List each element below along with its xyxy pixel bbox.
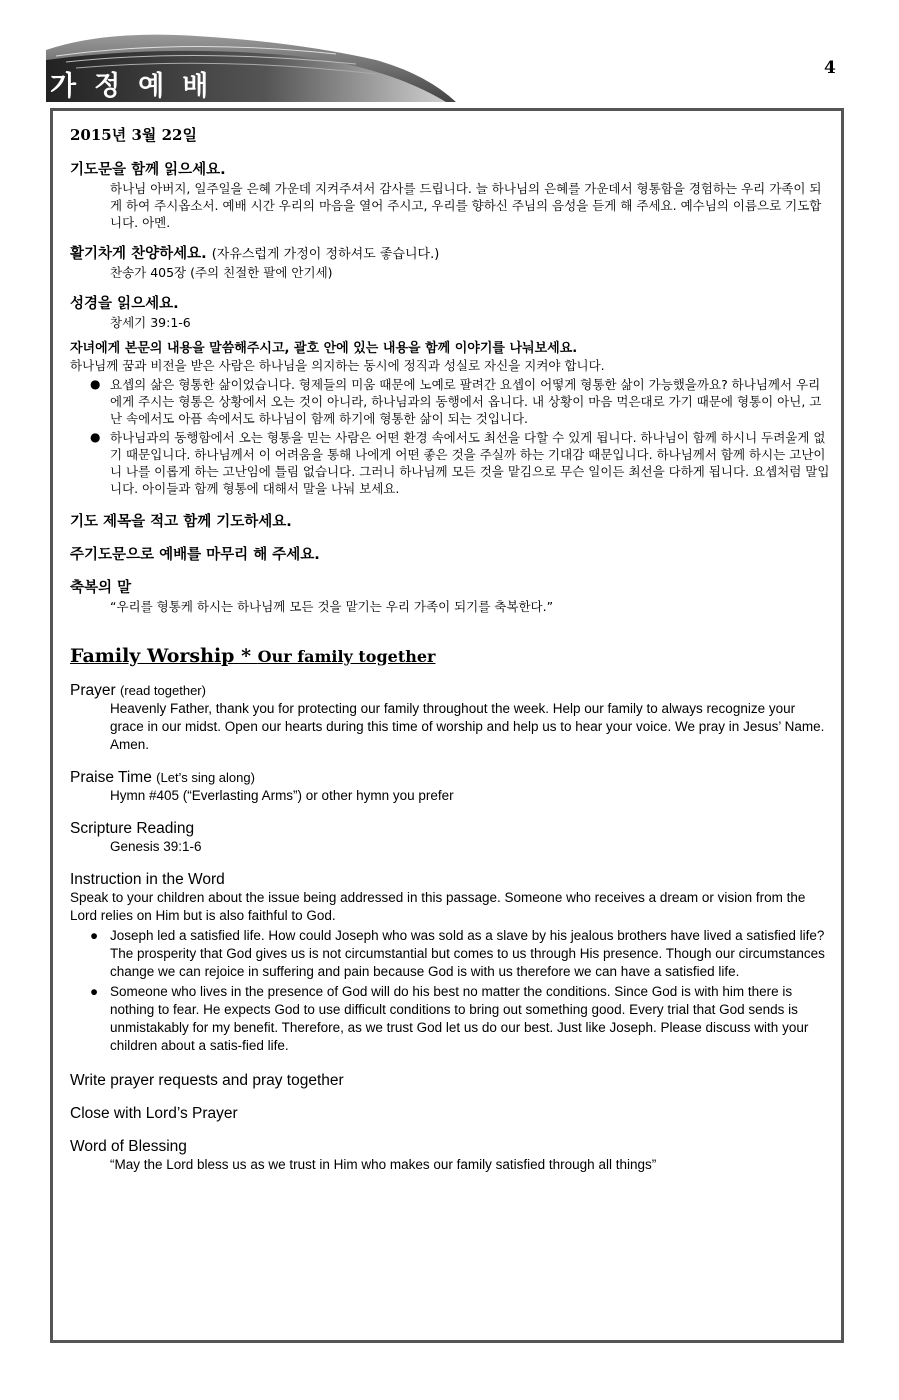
en-instruction-text: Speak to your children about the issue being addressed in this passage. Someone who receives a dream or vision from the Lord relies on Him but is also faithful to God.	[70, 890, 806, 923]
kr-praise-note: (자유스럽게 가정이 정하셔도 좋습니다.)	[211, 247, 440, 262]
en-praise-heading-text: Praise Time	[70, 769, 152, 786]
page-number: 4	[824, 58, 836, 78]
kr-praise-text: 찬송가 405장 (주의 친절한 팔에 안기세)	[110, 265, 333, 280]
en-blessing-text: “May the Lord bless us as we trust in Him who makes our family satisfied through all things”	[110, 1157, 657, 1172]
page-content	[70, 124, 830, 1174]
en-blessing-heading: Word of Blessing	[70, 1138, 187, 1155]
list-item	[70, 927, 830, 981]
bullet-icon: ●	[90, 928, 99, 943]
en-prayer-requests-heading: Write prayer requests and pray together	[70, 1072, 344, 1089]
bullet-icon: ●	[90, 984, 99, 999]
bullet-icon: ●	[90, 377, 101, 391]
kr-scripture-text: 창세기 39:1-6	[110, 315, 191, 330]
kr-scripture-heading: 성경을 읽으세요.	[70, 296, 179, 312]
kr-blessing-text: “우리를 형통케 하시는 하나님께 모든 것을 맡기는 우리 가족이 되기를 축복한다.”	[110, 599, 554, 614]
list-item	[70, 983, 830, 1055]
kr-prayer-heading: 기도문을 함께 읽으세요.	[70, 162, 226, 178]
en-praise-note: (Let’s sing along)	[156, 770, 255, 785]
kr-instruction-heading: 자녀에게 본문의 내용을 말씀해주시고, 괄호 안에 있는 내용을 함께 이야기를 나눠보세요.	[70, 341, 578, 356]
en-title-sep: *	[234, 645, 258, 667]
en-bullet-text: Someone who lives in the presence of God will do his best no matter the conditions. Since God is with him there is nothing to fear. He expects God to use difficult conditions to bring out something good. Every trial that God sends is unmistakably for my benefit. Therefore, as we trust God let us do our best. Just like Joseph. Please discuss with your children about a satis-fied life.	[110, 984, 809, 1053]
list-item	[70, 376, 830, 427]
english-section-title	[70, 645, 830, 667]
kr-prayer-text: 하나님 아버지, 일주일을 은혜 가운데 지켜주셔서 감사를 드립니다. 늘 하나님의 은혜를 가운데서 형통함을 경험하는 우리 가족이 되게 하여 주시옵소서. 예배 시간 우리의 마음을 열어 주시고, 우리를 향하신 주님의 음성을 듣게 해 주세요. 예수님의 이름으로 기도합니다. 아멘.	[110, 181, 822, 230]
en-praise-text: Hymn #405 (“Everlasting Arms”) or other hymn you prefer	[110, 788, 454, 803]
kr-lords-prayer-heading: 주기도문으로 예배를 마무리 해 주세요.	[70, 547, 320, 563]
date-heading: 2015년 3월 22일	[70, 126, 197, 144]
en-title-sub: Our family together	[257, 647, 436, 666]
kr-bullet-list	[70, 376, 830, 497]
kr-praise-heading-text: 활기차게 찬양하세요.	[70, 246, 207, 262]
en-prayer-heading-text: Prayer	[70, 682, 116, 699]
en-lords-prayer-heading: Close with Lord’s Prayer	[70, 1105, 238, 1122]
kr-praise-heading	[70, 245, 830, 264]
bullet-icon: ●	[90, 430, 101, 444]
en-prayer-note: (read together)	[119, 683, 206, 698]
en-instruction-heading: Instruction in the Word	[70, 871, 225, 888]
en-scripture-text: Genesis 39:1-6	[110, 839, 202, 854]
kr-bullet-text: 하나님과의 동행함에서 오는 형통을 믿는 사람은 어떤 환경 속에서도 최선을 다할 수 있게 됩니다. 하나님이 함께 하시니 두려울게 없기 때문입니다. 하나님께서 이 어려움을 통해 나에게 어떤 좋은 것을 주실까 하는 기대감 때문입니다. 하나님께서 함께 하시는 고난이니 나를 이롭게 하는 고난임에 틀림 없습니다. 그러니 하나님께 모든 것을 맡김으로 무슨 일이든 최선을 다하게 됩니다. 요셉처럼 말입니다. 아이들과 함께 형통에 대해서 말을 나눠 보세요.	[110, 430, 830, 496]
list-item	[70, 429, 830, 497]
en-prayer-text: Heavenly Father, thank you for protecting our family throughout the week. Help our family to always recognize your grace in our midst. Open our hearts during this time of worship and help us to hear your voice. We pray in Jesus’ Name. Amen.	[110, 701, 825, 752]
kr-blessing-heading: 축복의 말	[70, 580, 132, 596]
banner-title: 가정예배	[50, 71, 227, 102]
en-bullet-list	[70, 927, 830, 1055]
en-title-main: Family Worship	[70, 645, 235, 667]
en-bullet-text: Joseph led a satisfied life. How could Joseph who was sold as a slave by his jealous brothers have lived a satisfied life? The prosperity that God gives us is not circumstantial but comes to us through His presence. Though our circumstances change we can rejoice in suffering and pain because God is with us therefore we can have a satisfied life.	[110, 928, 825, 979]
en-praise-heading	[70, 768, 830, 787]
kr-instruction-text: 하나님께 꿈과 비전을 받은 사람은 하나님을 의지하는 동시에 정직과 성실로 자신을 지켜야 합니다.	[70, 358, 605, 373]
en-scripture-heading: Scripture Reading	[70, 820, 195, 837]
kr-prayer-topics-heading: 기도 제목을 적고 함께 기도하세요.	[70, 514, 292, 530]
kr-bullet-text: 요셉의 삶은 형통한 삶이었습니다. 형제들의 미움 때문에 노예로 팔려간 요셉이 어떻게 형통한 삶이 가능했을까요? 하나님께서 우리에게 주시는 형통은 상황에서 오는 것이 아니라, 하나님과의 동행에서 옵니다. 내 상황이 마음 먹은대로 가기 때문에 형통이 아닌, 고난 속에서도 아픔 속에서도 하나님이 함께 하기에 형통한 삶이 되는 것입니다.	[110, 377, 822, 426]
en-prayer-heading	[70, 681, 830, 700]
